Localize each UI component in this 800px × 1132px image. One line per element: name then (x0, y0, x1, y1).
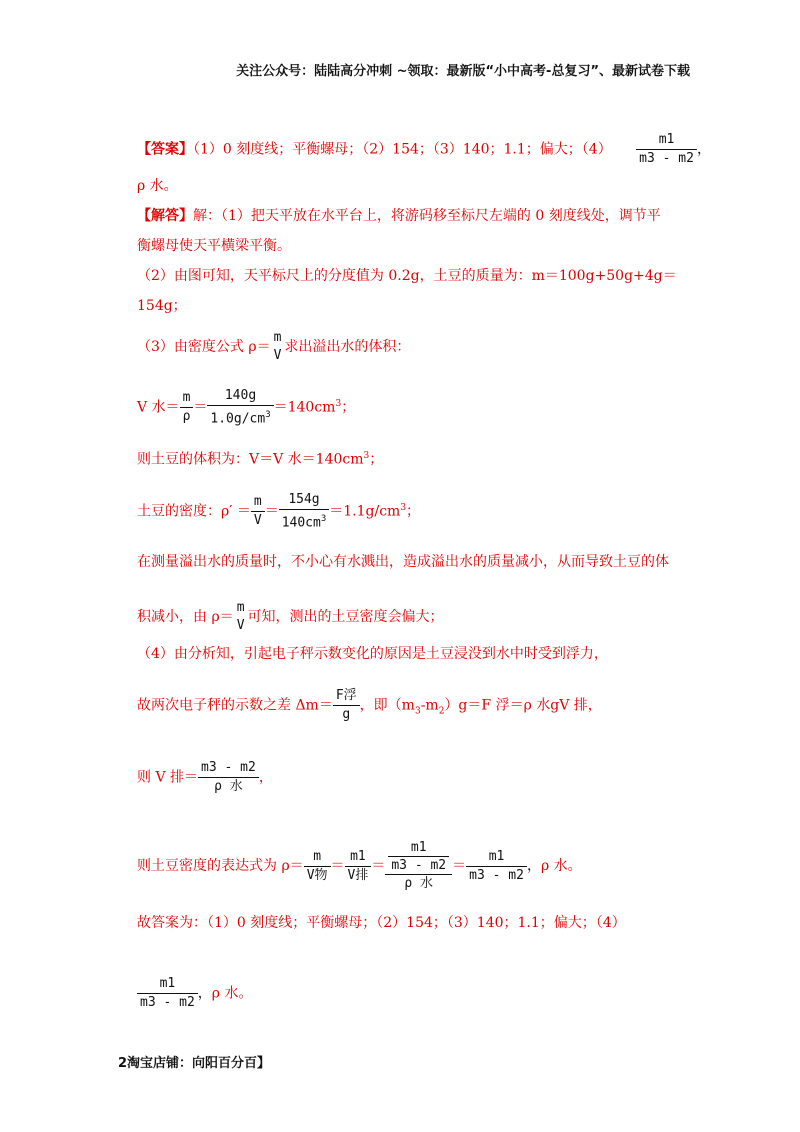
disp-frac-num: m3 - m2 (198, 760, 259, 778)
potato-density-left: 土豆的密度：ρ′ ＝ (137, 503, 251, 520)
potato-volume-text: 则土豆的体积为：V＝V 水＝140cm (137, 451, 364, 468)
expr3-num (385, 840, 452, 875)
frac1-num: m (180, 390, 194, 408)
expr-comma: ， (526, 858, 541, 874)
density-frac (271, 330, 285, 364)
water-volume-cube: 3 (335, 399, 342, 410)
solution-lead: 解： (193, 208, 221, 224)
water-volume-left: V 水＝ (137, 399, 180, 416)
buoy-m2-m: m (425, 697, 439, 714)
expr-frac1 (304, 849, 331, 884)
solution-line-measure: 在测量溢出水的质量时，不小心有水溅出，造成溢出水的质量减小，从而导致土豆的体 (137, 554, 669, 570)
answer-text: （1）0 刻度线；平衡螺母；（2）154；（3）140；1.1；偏大；（4） (193, 141, 612, 158)
water-volume-frac1 (180, 390, 194, 425)
potato-volume-cube: 3 (363, 451, 370, 461)
pd-end: ； (406, 503, 421, 520)
expr3-den: ρ 水 (404, 876, 434, 891)
expr-frac4 (466, 849, 527, 884)
answer-frac-den: m3 - m2 (639, 151, 694, 166)
pd-cube: 3 (400, 503, 407, 514)
potato-density-frac2 (279, 492, 330, 531)
smaller-frac-num: m (236, 600, 245, 615)
expr-frac3 (385, 840, 452, 892)
potato-density-result: ＝1.1g/cm (329, 503, 401, 520)
pd-frac1-den: V (253, 513, 262, 529)
smaller-right: 可知，测出的土豆密度会偏大； (247, 609, 444, 625)
expr-rho-water: ρ 水。 (540, 858, 582, 874)
expr1-den: V物 (306, 867, 328, 883)
final-answer-line: 故答案为：（1）0 刻度线；平衡螺母；（2）154；（3）140；1.1；偏大；（4） (137, 915, 626, 931)
buoy-frac-num: F浮 (333, 688, 360, 706)
displaced-left: 则 V 排＝ (137, 769, 199, 786)
expr4-num: m1 (466, 849, 527, 867)
solution-line-4-analysis: （4）由分析知，引起电子秤示数变化的原因是土豆浸没到水中时受到浮力， (137, 646, 608, 662)
buoyancy-frac (333, 688, 360, 723)
answer-comma: ， (696, 141, 711, 158)
buoyancy-line (137, 688, 602, 723)
expr2-den: V排 (347, 867, 369, 883)
solution-tag: 【解答】 (137, 208, 193, 224)
displaced-volume-line (137, 760, 273, 795)
frac2-den-cube: 3 (265, 410, 271, 420)
expr3-inner (388, 840, 449, 874)
pd-frac2-num: 154g (279, 492, 330, 510)
potato-density-line (137, 492, 420, 531)
page-header: 关注公众号：陆陆高分冲刺 ~领取：最新版“小中高考-总复习”、最新试卷下载 (236, 64, 690, 79)
density-formula-tail: 求出溢出水的体积： (284, 339, 411, 355)
buoyancy-right: ，即（m (359, 697, 415, 714)
expr-eq1: ＝ (330, 858, 345, 874)
smaller-left: 积减小，由 ρ＝ (137, 609, 234, 625)
answer-tag: 【答案】 (137, 141, 193, 158)
density-frac-den: V (273, 348, 282, 363)
smaller-frac (234, 600, 248, 634)
potato-volume-end: ； (369, 451, 384, 468)
expr-eq2: ＝ (371, 858, 386, 874)
final-rho-water: ρ 水。 (211, 985, 253, 1002)
eq-sign: ＝ (193, 399, 208, 416)
buoy-frac-den: g (342, 707, 351, 722)
final-fraction-line (137, 976, 252, 1011)
buoy-m3-sub: 3 (414, 706, 421, 717)
water-volume-frac2 (207, 388, 273, 427)
solution-line-4: 154g； (137, 298, 187, 314)
smaller-frac-den: V (236, 618, 245, 633)
expr-frac2 (345, 849, 372, 884)
buoy-m2-sub: 2 (438, 706, 445, 717)
expr3-inner-num: m1 (388, 840, 449, 857)
expr-eq3: ＝ (452, 858, 467, 874)
frac2-num: 140g (207, 388, 273, 406)
solution-line-3: （2）由图可知，天平标尺上的分度值为 0.2g，土豆的质量为：m＝100g+50g+4g＝ (137, 268, 677, 284)
expr2-num: m1 (345, 849, 372, 867)
water-volume-line (137, 388, 355, 427)
page-footer: 2淘宝店铺：向阳百分百】 (118, 1056, 271, 1071)
final-frac (137, 976, 198, 1011)
solution-p1a: （1）把天平放在水平台上，将游码移至标尺左端的 0 刻度线处，调节平 (221, 208, 661, 224)
final-frac-num: m1 (137, 976, 198, 994)
pd-frac2-den-cube: 3 (320, 514, 327, 524)
frac1-den: ρ (182, 409, 191, 425)
disp-frac-den: ρ 水 (214, 779, 243, 794)
pd-frac1-num: m (251, 494, 265, 512)
expr4-den: m3 - m2 (469, 867, 524, 883)
frac2-den (207, 406, 273, 427)
density-formula-line (137, 330, 410, 364)
answer-fraction (636, 132, 697, 167)
potato-volume-line (137, 446, 383, 470)
pd-frac2-den (279, 510, 330, 531)
answer-rho-line: ρ 水。 (137, 178, 178, 194)
expression-left: 则土豆密度的表达式为 ρ＝ (137, 858, 304, 874)
solution-line-1 (137, 206, 661, 226)
density-formula-text: （3）由密度公式 ρ＝ (137, 339, 271, 355)
final-comma: ， (197, 985, 212, 1002)
expression-line (137, 840, 582, 892)
pd-frac2-den-text: 140cm (281, 515, 321, 531)
disp-comma: ， (258, 769, 273, 786)
water-volume-result: ＝140cm (273, 399, 336, 416)
pd-eq: ＝ (264, 503, 279, 520)
buoyancy-rest: ）g＝F 浮＝ρ 水gV 排， (444, 697, 602, 714)
solution-line-smaller (137, 600, 444, 634)
buoyancy-left: 故两次电子秤的示数之差 Δm＝ (137, 697, 333, 714)
final-frac-den: m3 - m2 (140, 995, 195, 1010)
potato-density-frac1 (251, 494, 265, 529)
solution-line-2: 衡螺母使天平横梁平衡。 (137, 238, 291, 254)
density-frac-num: m (273, 330, 282, 345)
displaced-frac (198, 760, 259, 795)
expr3-inner-den: m3 - m2 (391, 858, 447, 873)
frac2-den-text: 1.0g/cm (210, 411, 266, 427)
buoy-dash: - (420, 697, 426, 714)
expr1-num: m (304, 849, 331, 867)
answer-frac-num: m1 (636, 132, 697, 150)
answer-line (137, 132, 711, 167)
water-volume-end: ； (341, 399, 356, 416)
